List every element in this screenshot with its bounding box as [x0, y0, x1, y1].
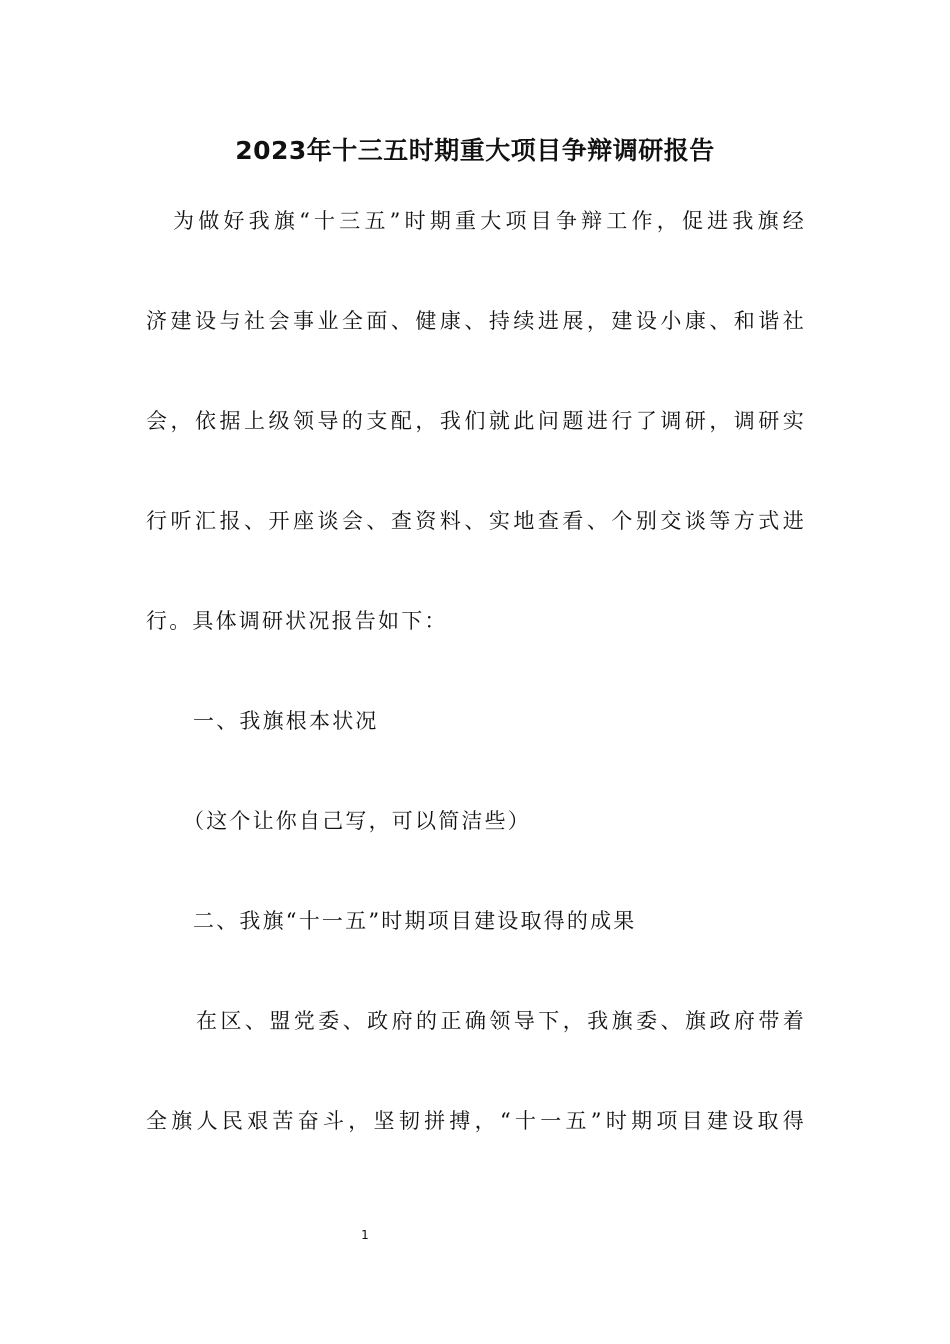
document-title: 2023年十三五时期重大项目争辩调研报告	[235, 136, 715, 165]
section-heading-1: 一、我旗根本状况	[193, 709, 379, 733]
paragraph-line: 在区、盟党委、政府的正确领导下，我旗委、旗政府带着	[196, 1009, 806, 1033]
paragraph-line: 会，依据上级领导的支配，我们就此问题进行了调研，调研实	[146, 409, 806, 433]
page-number: 1	[361, 1228, 369, 1242]
paragraph-line: 为做好我旗“十三五”时期重大项目争辩工作，促进我旗经	[173, 209, 806, 233]
paragraph-line: 全旗人民艰苦奋斗，坚韧拼搏，“十一五”时期项目建设取得	[146, 1109, 806, 1133]
section-heading-2: 二、我旗“十一五”时期项目建设取得的成果	[193, 909, 637, 933]
note-line: （这个让你自己写，可以简洁些）	[183, 809, 531, 833]
paragraph-line: 行听汇报、开座谈会、查资料、实地查看、个别交谈等方式进	[146, 509, 806, 533]
paragraph-line: 行。具体调研状况报告如下：	[146, 609, 448, 633]
paragraph-line: 济建设与社会事业全面、健康、持续进展，建设小康、和谐社	[146, 309, 806, 333]
